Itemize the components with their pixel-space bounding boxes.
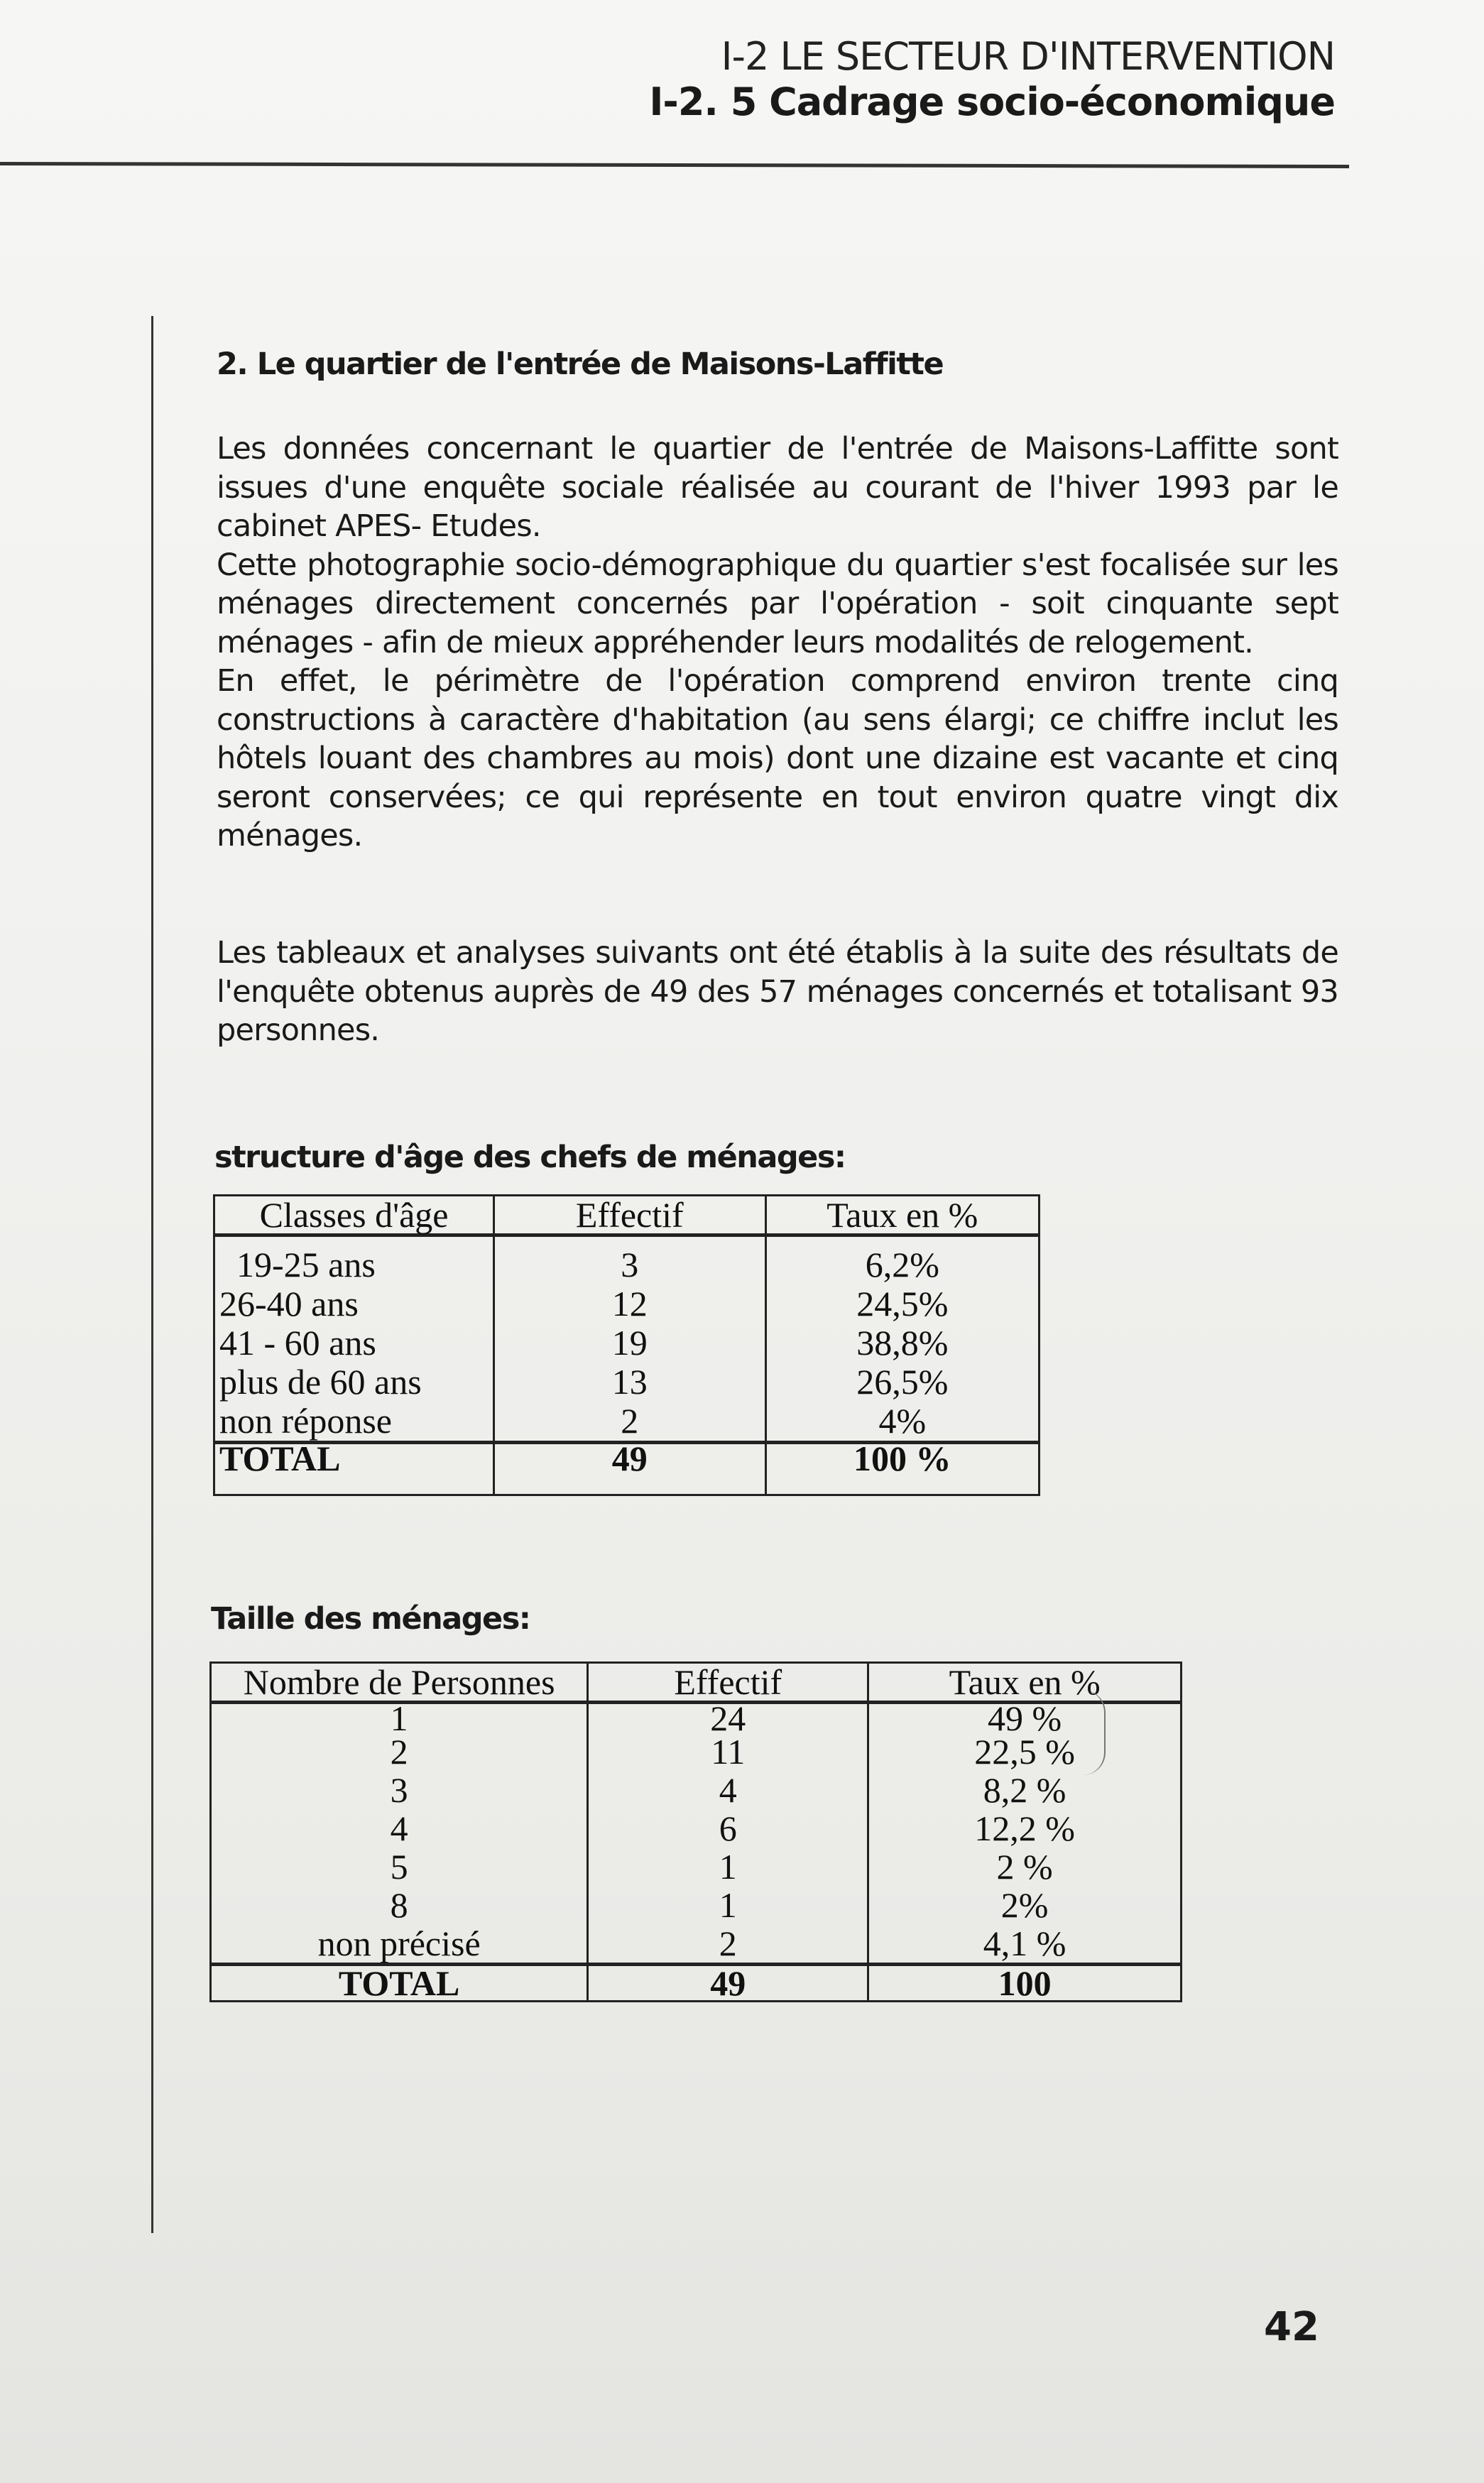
count-cell: 12 [494,1284,765,1324]
table-row [214,1402,1040,1443]
persons-cell: 1 [211,1703,588,1733]
chapter-heading: I-2 LE SECTEUR D'INTERVENTION [721,34,1335,79]
age-class-cell: non réponse [214,1402,494,1443]
percent-cell: 22,5 % [868,1732,1182,1771]
table-header-row [214,1196,1040,1235]
count-cell: 11 [588,1732,868,1771]
percent-cell: 38,8% [765,1324,1039,1363]
count-cell: 19 [494,1324,765,1363]
column-header: Classes d'âge [214,1196,494,1235]
count-cell: 1 [588,1848,868,1886]
age-class-cell: 41 - 60 ans [214,1324,494,1363]
percent-cell: 4,1 % [868,1924,1182,1965]
count-cell: 1 [588,1886,868,1924]
table-row [211,1732,1182,1771]
column-header: Effectif [588,1663,868,1703]
table-header-row [211,1663,1182,1703]
table-row [214,1324,1040,1363]
count-cell: 2 [494,1402,765,1443]
count-cell: 4 [588,1771,868,1809]
column-header: Effectif [494,1196,765,1235]
total-count: 49 [494,1443,765,1495]
persons-cell: 3 [211,1771,588,1809]
paragraph: Les données concernant le quartier de l'entrée de Maisons-Laffitte sont issues d'une enquête sociale réalisée au courant de l'hiver 1993 par le cabinet APES- Etudes. [217,431,1338,544]
persons-cell: 5 [211,1848,588,1886]
table-total-row [211,1965,1182,2002]
age-table-title: structure d'âge des chefs de ménages: [214,1140,846,1175]
percent-cell: 6,2% [765,1235,1039,1285]
persons-cell: 2 [211,1732,588,1771]
percent-cell: 8,2 % [868,1771,1182,1809]
persons-cell: 8 [211,1886,588,1924]
total-percent: 100 % [765,1443,1039,1495]
table-row [214,1284,1040,1324]
table-row [211,1886,1182,1924]
percent-cell: 12,2 % [868,1809,1182,1848]
table-row [211,1848,1182,1886]
column-header: Taux en % [765,1196,1039,1235]
count-cell: 24 [588,1703,868,1733]
table-row [214,1363,1040,1402]
persons-cell: non précisé [211,1924,588,1965]
table-row [211,1703,1182,1733]
percent-cell: 24,5% [765,1284,1039,1324]
page-number: 42 [1264,2304,1319,2350]
household-size-table [209,1661,1182,2002]
table-total-row [214,1443,1040,1495]
age-class-cell: 19-25 ans [214,1235,494,1285]
count-cell: 3 [494,1235,765,1285]
percent-cell: 26,5% [765,1363,1039,1402]
column-header: Nombre de Personnes [211,1663,588,1703]
age-class-cell: plus de 60 ans [214,1363,494,1402]
column-header: Taux en % [868,1663,1182,1703]
count-cell: 13 [494,1363,765,1402]
subchapter-heading: I-2. 5 Cadrage socio-économique [649,80,1335,124]
percent-cell: 49 % [868,1703,1182,1733]
age-class-cell: 26-40 ans [214,1284,494,1324]
percent-cell: 2% [868,1886,1182,1924]
paragraph: Les tableaux et analyses suivants ont été établis à la suite des résultats de l'enquête obtenus auprès de 49 des 57 ménages concernés et totalisant 93 personnes. [217,935,1338,1048]
percent-cell: 4% [765,1402,1039,1443]
paragraph: En effet, le périmètre de l'opération comprend environ trente cinq constructions à caractère d'habitation (au sens élargi; ce chiffre inclut les hôtels louant des chambres au mois) dont une dizaine est vacante et cinq seront conservées; ce qui représente en tout environ quatre vingt dix ménages. [217,663,1338,853]
percent-cell: 2 % [868,1848,1182,1886]
total-count: 49 [588,1965,868,2002]
body-text-block [217,934,1338,1050]
pencil-annotation-mark [1083,1690,1106,1775]
count-cell: 6 [588,1809,868,1848]
section-title: 2. Le quartier de l'entrée de Maisons-Laffitte [217,346,944,382]
body-text-block [217,430,1338,856]
table-row [214,1235,1040,1285]
paragraph: Cette photographie socio-démographique du quartier s'est focalisée sur les ménages directement concernés par l'opération - soit cinquante sept ménages - afin de mieux appréhender leurs modalités de relogement. [217,547,1338,660]
household-size-table-title: Taille des ménages: [211,1601,530,1637]
total-label: TOTAL [211,1965,588,2002]
count-cell: 2 [588,1924,868,1965]
margin-rule [151,316,153,2233]
total-label: TOTAL [214,1443,494,1495]
table-row [211,1809,1182,1848]
total-percent: 100 [868,1965,1182,2002]
age-structure-table [213,1194,1040,1496]
table-row [211,1924,1182,1965]
table-row [211,1771,1182,1809]
persons-cell: 4 [211,1809,588,1848]
running-header [649,34,1335,125]
